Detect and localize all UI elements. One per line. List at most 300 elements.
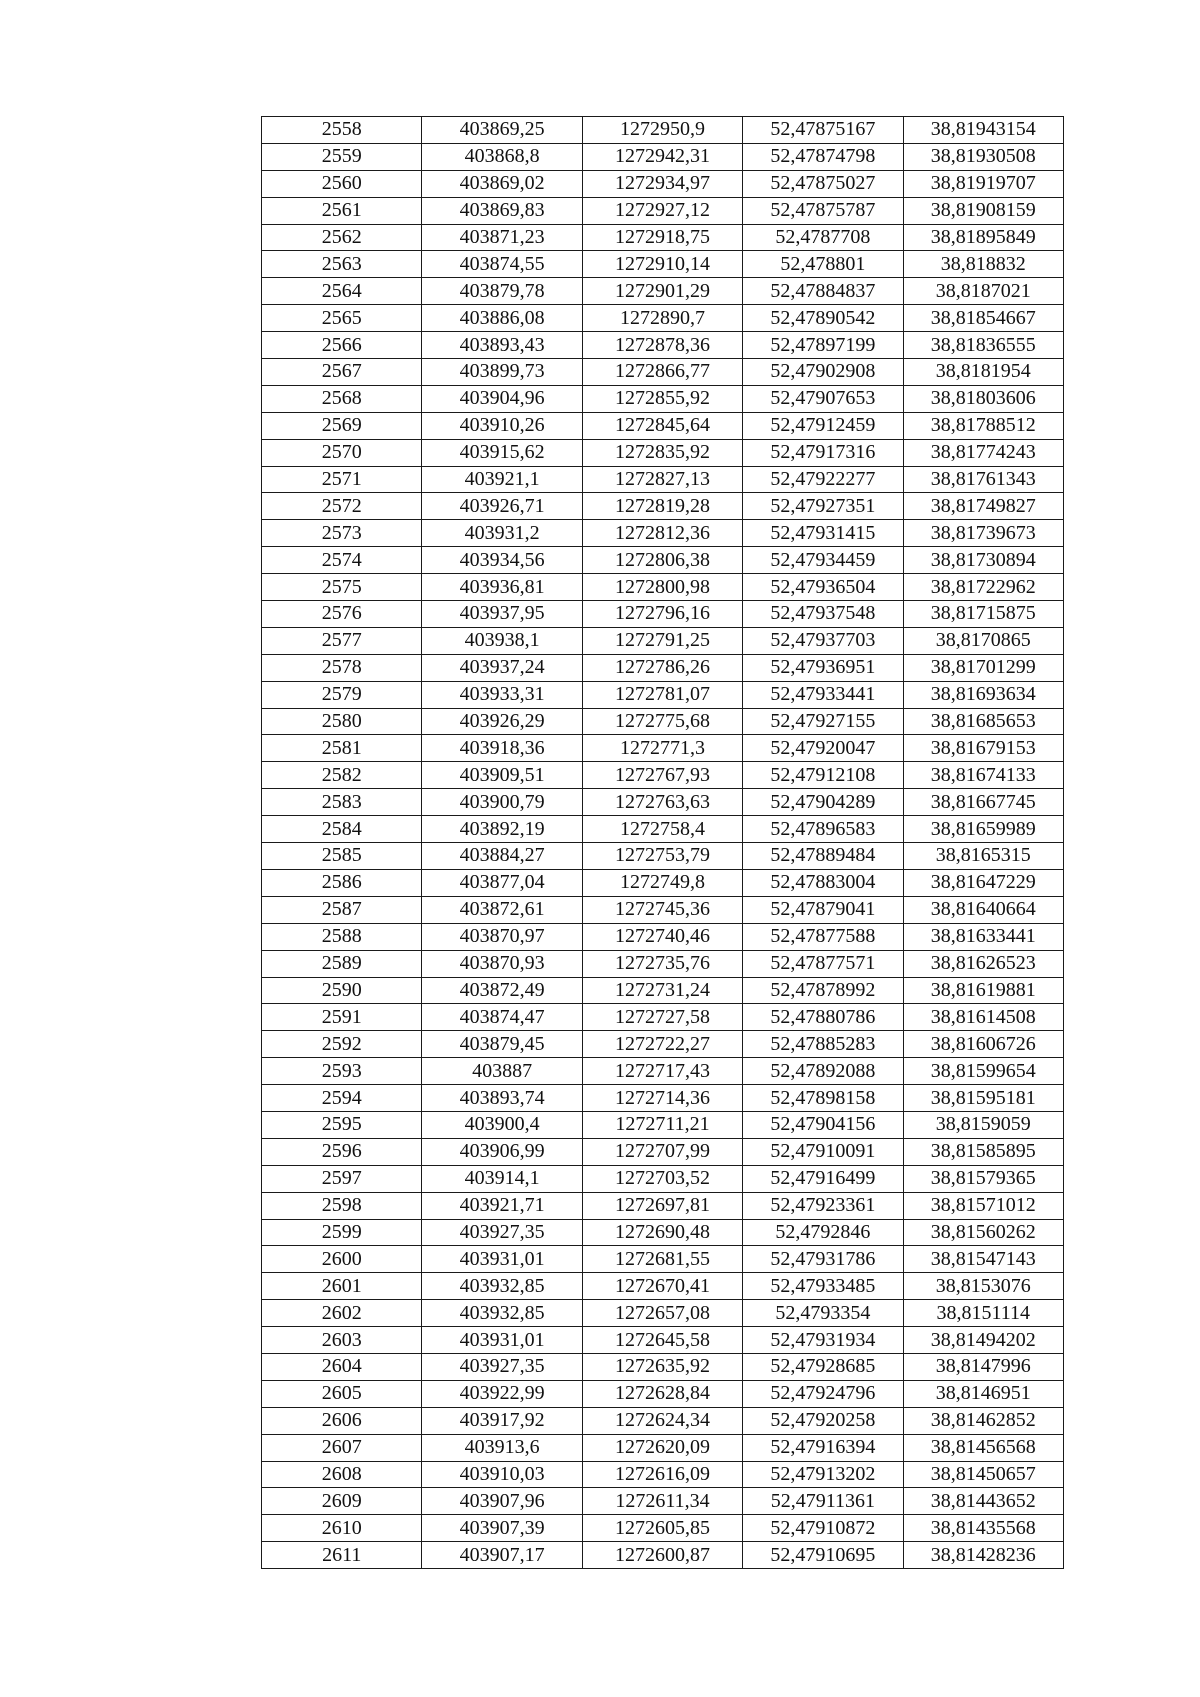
- point-number-cell: 2574: [262, 547, 422, 574]
- y-coordinate-cell: 1272628,84: [582, 1380, 742, 1407]
- table-row: [262, 627, 1064, 654]
- longitude-cell: 38,81606726: [903, 1031, 1063, 1058]
- y-coordinate-cell: 1272927,12: [582, 197, 742, 224]
- longitude-cell: 38,81633441: [903, 923, 1063, 950]
- longitude-cell: 38,81715875: [903, 601, 1063, 628]
- table-row: [262, 520, 1064, 547]
- coordinates-table-body: [262, 117, 1064, 1569]
- point-number-cell: 2599: [262, 1219, 422, 1246]
- point-number-cell: 2569: [262, 412, 422, 439]
- x-coordinate-cell: 403868,8: [422, 143, 582, 170]
- point-number-cell: 2598: [262, 1192, 422, 1219]
- table-row: [262, 869, 1064, 896]
- x-coordinate-cell: 403927,35: [422, 1353, 582, 1380]
- y-coordinate-cell: 1272866,77: [582, 359, 742, 386]
- latitude-cell: 52,47912459: [743, 412, 903, 439]
- latitude-cell: 52,47936951: [743, 654, 903, 681]
- x-coordinate-cell: 403874,47: [422, 1004, 582, 1031]
- table-row: [262, 1085, 1064, 1112]
- y-coordinate-cell: 1272753,79: [582, 843, 742, 870]
- longitude-cell: 38,81943154: [903, 117, 1063, 144]
- latitude-cell: 52,47880786: [743, 1004, 903, 1031]
- point-number-cell: 2573: [262, 520, 422, 547]
- y-coordinate-cell: 1272703,52: [582, 1165, 742, 1192]
- table-row: [262, 1407, 1064, 1434]
- latitude-cell: 52,4787708: [743, 224, 903, 251]
- point-number-cell: 2564: [262, 278, 422, 305]
- point-number-cell: 2575: [262, 574, 422, 601]
- x-coordinate-cell: 403887: [422, 1058, 582, 1085]
- x-coordinate-cell: 403921,1: [422, 466, 582, 493]
- latitude-cell: 52,47933485: [743, 1273, 903, 1300]
- x-coordinate-cell: 403931,01: [422, 1246, 582, 1273]
- table-row: [262, 923, 1064, 950]
- y-coordinate-cell: 1272740,46: [582, 923, 742, 950]
- table-row: [262, 439, 1064, 466]
- longitude-cell: 38,81435568: [903, 1515, 1063, 1542]
- point-number-cell: 2563: [262, 251, 422, 278]
- x-coordinate-cell: 403907,96: [422, 1488, 582, 1515]
- latitude-cell: 52,47875787: [743, 197, 903, 224]
- x-coordinate-cell: 403879,78: [422, 278, 582, 305]
- longitude-cell: 38,81547143: [903, 1246, 1063, 1273]
- x-coordinate-cell: 403934,56: [422, 547, 582, 574]
- longitude-cell: 38,81585895: [903, 1138, 1063, 1165]
- table-row: [262, 735, 1064, 762]
- latitude-cell: 52,47896583: [743, 816, 903, 843]
- point-number-cell: 2611: [262, 1542, 422, 1569]
- latitude-cell: 52,47877588: [743, 923, 903, 950]
- latitude-cell: 52,47917316: [743, 439, 903, 466]
- longitude-cell: 38,81667745: [903, 789, 1063, 816]
- longitude-cell: 38,818832: [903, 251, 1063, 278]
- y-coordinate-cell: 1272611,34: [582, 1488, 742, 1515]
- y-coordinate-cell: 1272731,24: [582, 977, 742, 1004]
- x-coordinate-cell: 403893,74: [422, 1085, 582, 1112]
- table-row: [262, 1058, 1064, 1085]
- point-number-cell: 2562: [262, 224, 422, 251]
- table-row: [262, 708, 1064, 735]
- latitude-cell: 52,47878992: [743, 977, 903, 1004]
- y-coordinate-cell: 1272600,87: [582, 1542, 742, 1569]
- table-row: [262, 1192, 1064, 1219]
- x-coordinate-cell: 403870,93: [422, 950, 582, 977]
- x-coordinate-cell: 403937,24: [422, 654, 582, 681]
- longitude-cell: 38,81599654: [903, 1058, 1063, 1085]
- longitude-cell: 38,81595181: [903, 1085, 1063, 1112]
- point-number-cell: 2590: [262, 977, 422, 1004]
- x-coordinate-cell: 403900,4: [422, 1111, 582, 1138]
- point-number-cell: 2566: [262, 332, 422, 359]
- point-number-cell: 2602: [262, 1300, 422, 1327]
- point-number-cell: 2607: [262, 1434, 422, 1461]
- point-number-cell: 2588: [262, 923, 422, 950]
- point-number-cell: 2561: [262, 197, 422, 224]
- x-coordinate-cell: 403877,04: [422, 869, 582, 896]
- longitude-cell: 38,81693634: [903, 681, 1063, 708]
- latitude-cell: 52,47927351: [743, 493, 903, 520]
- point-number-cell: 2609: [262, 1488, 422, 1515]
- longitude-cell: 38,81679153: [903, 735, 1063, 762]
- x-coordinate-cell: 403932,85: [422, 1273, 582, 1300]
- x-coordinate-cell: 403933,31: [422, 681, 582, 708]
- y-coordinate-cell: 1272855,92: [582, 385, 742, 412]
- longitude-cell: 38,81749827: [903, 493, 1063, 520]
- table-row: [262, 654, 1064, 681]
- longitude-cell: 38,81895849: [903, 224, 1063, 251]
- point-number-cell: 2589: [262, 950, 422, 977]
- x-coordinate-cell: 403892,19: [422, 816, 582, 843]
- table-row: [262, 1273, 1064, 1300]
- y-coordinate-cell: 1272835,92: [582, 439, 742, 466]
- latitude-cell: 52,47885283: [743, 1031, 903, 1058]
- y-coordinate-cell: 1272775,68: [582, 708, 742, 735]
- table-row: [262, 950, 1064, 977]
- table-row: [262, 1515, 1064, 1542]
- point-number-cell: 2603: [262, 1327, 422, 1354]
- x-coordinate-cell: 403874,55: [422, 251, 582, 278]
- longitude-cell: 38,8170865: [903, 627, 1063, 654]
- point-number-cell: 2571: [262, 466, 422, 493]
- longitude-cell: 38,81659989: [903, 816, 1063, 843]
- point-number-cell: 2587: [262, 896, 422, 923]
- y-coordinate-cell: 1272616,09: [582, 1461, 742, 1488]
- latitude-cell: 52,4792846: [743, 1219, 903, 1246]
- latitude-cell: 52,47928685: [743, 1353, 903, 1380]
- x-coordinate-cell: 403936,81: [422, 574, 582, 601]
- y-coordinate-cell: 1272722,27: [582, 1031, 742, 1058]
- longitude-cell: 38,81774243: [903, 439, 1063, 466]
- table-row: [262, 977, 1064, 1004]
- table-row: [262, 1138, 1064, 1165]
- point-number-cell: 2597: [262, 1165, 422, 1192]
- latitude-cell: 52,47923361: [743, 1192, 903, 1219]
- point-number-cell: 2610: [262, 1515, 422, 1542]
- point-number-cell: 2579: [262, 681, 422, 708]
- latitude-cell: 52,47892088: [743, 1058, 903, 1085]
- latitude-cell: 52,4793354: [743, 1300, 903, 1327]
- y-coordinate-cell: 1272727,58: [582, 1004, 742, 1031]
- longitude-cell: 38,81443652: [903, 1488, 1063, 1515]
- latitude-cell: 52,47924796: [743, 1380, 903, 1407]
- table-row: [262, 574, 1064, 601]
- latitude-cell: 52,47910872: [743, 1515, 903, 1542]
- table-row: [262, 1434, 1064, 1461]
- y-coordinate-cell: 1272934,97: [582, 170, 742, 197]
- y-coordinate-cell: 1272690,48: [582, 1219, 742, 1246]
- y-coordinate-cell: 1272950,9: [582, 117, 742, 144]
- table-row: [262, 224, 1064, 251]
- longitude-cell: 38,81803606: [903, 385, 1063, 412]
- point-number-cell: 2601: [262, 1273, 422, 1300]
- y-coordinate-cell: 1272910,14: [582, 251, 742, 278]
- latitude-cell: 52,47911361: [743, 1488, 903, 1515]
- latitude-cell: 52,47934459: [743, 547, 903, 574]
- point-number-cell: 2583: [262, 789, 422, 816]
- x-coordinate-cell: 403922,99: [422, 1380, 582, 1407]
- y-coordinate-cell: 1272812,36: [582, 520, 742, 547]
- longitude-cell: 38,81739673: [903, 520, 1063, 547]
- table-row: [262, 1031, 1064, 1058]
- longitude-cell: 38,81462852: [903, 1407, 1063, 1434]
- table-row: [262, 493, 1064, 520]
- y-coordinate-cell: 1272717,43: [582, 1058, 742, 1085]
- longitude-cell: 38,81428236: [903, 1542, 1063, 1569]
- longitude-cell: 38,81930508: [903, 143, 1063, 170]
- table-row: [262, 1219, 1064, 1246]
- latitude-cell: 52,47937548: [743, 601, 903, 628]
- longitude-cell: 38,81685653: [903, 708, 1063, 735]
- x-coordinate-cell: 403913,6: [422, 1434, 582, 1461]
- table-row: [262, 1380, 1064, 1407]
- longitude-cell: 38,81571012: [903, 1192, 1063, 1219]
- longitude-cell: 38,81560262: [903, 1219, 1063, 1246]
- table-row: [262, 197, 1064, 224]
- y-coordinate-cell: 1272767,93: [582, 762, 742, 789]
- y-coordinate-cell: 1272942,31: [582, 143, 742, 170]
- y-coordinate-cell: 1272890,7: [582, 305, 742, 332]
- longitude-cell: 38,81701299: [903, 654, 1063, 681]
- y-coordinate-cell: 1272791,25: [582, 627, 742, 654]
- latitude-cell: 52,47937703: [743, 627, 903, 654]
- x-coordinate-cell: 403884,27: [422, 843, 582, 870]
- latitude-cell: 52,47883004: [743, 869, 903, 896]
- latitude-cell: 52,478801: [743, 251, 903, 278]
- latitude-cell: 52,47910695: [743, 1542, 903, 1569]
- longitude-cell: 38,81908159: [903, 197, 1063, 224]
- longitude-cell: 38,81730894: [903, 547, 1063, 574]
- y-coordinate-cell: 1272697,81: [582, 1192, 742, 1219]
- point-number-cell: 2559: [262, 143, 422, 170]
- coordinates-table: [261, 116, 1064, 1569]
- table-row: [262, 1488, 1064, 1515]
- x-coordinate-cell: 403910,03: [422, 1461, 582, 1488]
- longitude-cell: 38,81854667: [903, 305, 1063, 332]
- latitude-cell: 52,47920258: [743, 1407, 903, 1434]
- table-row: [262, 170, 1064, 197]
- longitude-cell: 38,8187021: [903, 278, 1063, 305]
- point-number-cell: 2577: [262, 627, 422, 654]
- point-number-cell: 2605: [262, 1380, 422, 1407]
- x-coordinate-cell: 403869,02: [422, 170, 582, 197]
- table-row: [262, 789, 1064, 816]
- longitude-cell: 38,81647229: [903, 869, 1063, 896]
- latitude-cell: 52,47931415: [743, 520, 903, 547]
- x-coordinate-cell: 403907,39: [422, 1515, 582, 1542]
- y-coordinate-cell: 1272771,3: [582, 735, 742, 762]
- longitude-cell: 38,8153076: [903, 1273, 1063, 1300]
- point-number-cell: 2586: [262, 869, 422, 896]
- point-number-cell: 2596: [262, 1138, 422, 1165]
- point-number-cell: 2576: [262, 601, 422, 628]
- y-coordinate-cell: 1272645,58: [582, 1327, 742, 1354]
- table-row: [262, 843, 1064, 870]
- x-coordinate-cell: 403904,96: [422, 385, 582, 412]
- x-coordinate-cell: 403872,61: [422, 896, 582, 923]
- table-row: [262, 762, 1064, 789]
- x-coordinate-cell: 403921,71: [422, 1192, 582, 1219]
- x-coordinate-cell: 403869,25: [422, 117, 582, 144]
- point-number-cell: 2604: [262, 1353, 422, 1380]
- y-coordinate-cell: 1272670,41: [582, 1273, 742, 1300]
- x-coordinate-cell: 403932,85: [422, 1300, 582, 1327]
- longitude-cell: 38,81788512: [903, 412, 1063, 439]
- latitude-cell: 52,47875167: [743, 117, 903, 144]
- point-number-cell: 2570: [262, 439, 422, 466]
- latitude-cell: 52,47920047: [743, 735, 903, 762]
- x-coordinate-cell: 403910,26: [422, 412, 582, 439]
- x-coordinate-cell: 403899,73: [422, 359, 582, 386]
- point-number-cell: 2582: [262, 762, 422, 789]
- latitude-cell: 52,47904289: [743, 789, 903, 816]
- y-coordinate-cell: 1272781,07: [582, 681, 742, 708]
- longitude-cell: 38,81836555: [903, 332, 1063, 359]
- point-number-cell: 2591: [262, 1004, 422, 1031]
- table-row: [262, 1327, 1064, 1354]
- x-coordinate-cell: 403909,51: [422, 762, 582, 789]
- y-coordinate-cell: 1272620,09: [582, 1434, 742, 1461]
- point-number-cell: 2558: [262, 117, 422, 144]
- point-number-cell: 2578: [262, 654, 422, 681]
- longitude-cell: 38,81674133: [903, 762, 1063, 789]
- longitude-cell: 38,8146951: [903, 1380, 1063, 1407]
- table-row: [262, 547, 1064, 574]
- table-row: [262, 896, 1064, 923]
- longitude-cell: 38,81722962: [903, 574, 1063, 601]
- x-coordinate-cell: 403872,49: [422, 977, 582, 1004]
- point-number-cell: 2560: [262, 170, 422, 197]
- longitude-cell: 38,81640664: [903, 896, 1063, 923]
- longitude-cell: 38,81450657: [903, 1461, 1063, 1488]
- point-number-cell: 2567: [262, 359, 422, 386]
- y-coordinate-cell: 1272800,98: [582, 574, 742, 601]
- latitude-cell: 52,47931786: [743, 1246, 903, 1273]
- y-coordinate-cell: 1272745,36: [582, 896, 742, 923]
- point-number-cell: 2592: [262, 1031, 422, 1058]
- point-number-cell: 2600: [262, 1246, 422, 1273]
- x-coordinate-cell: 403870,97: [422, 923, 582, 950]
- y-coordinate-cell: 1272707,99: [582, 1138, 742, 1165]
- x-coordinate-cell: 403918,36: [422, 735, 582, 762]
- x-coordinate-cell: 403869,83: [422, 197, 582, 224]
- table-row: [262, 1353, 1064, 1380]
- point-number-cell: 2581: [262, 735, 422, 762]
- table-row: [262, 466, 1064, 493]
- y-coordinate-cell: 1272827,13: [582, 466, 742, 493]
- y-coordinate-cell: 1272758,4: [582, 816, 742, 843]
- y-coordinate-cell: 1272749,8: [582, 869, 742, 896]
- table-row: [262, 1111, 1064, 1138]
- latitude-cell: 52,47922277: [743, 466, 903, 493]
- longitude-cell: 38,8159059: [903, 1111, 1063, 1138]
- point-number-cell: 2572: [262, 493, 422, 520]
- longitude-cell: 38,81626523: [903, 950, 1063, 977]
- longitude-cell: 38,8165315: [903, 843, 1063, 870]
- y-coordinate-cell: 1272735,76: [582, 950, 742, 977]
- latitude-cell: 52,47931934: [743, 1327, 903, 1354]
- x-coordinate-cell: 403938,1: [422, 627, 582, 654]
- y-coordinate-cell: 1272681,55: [582, 1246, 742, 1273]
- point-number-cell: 2594: [262, 1085, 422, 1112]
- x-coordinate-cell: 403926,29: [422, 708, 582, 735]
- table-row: [262, 117, 1064, 144]
- longitude-cell: 38,81761343: [903, 466, 1063, 493]
- x-coordinate-cell: 403886,08: [422, 305, 582, 332]
- table-row: [262, 816, 1064, 843]
- x-coordinate-cell: 403926,71: [422, 493, 582, 520]
- latitude-cell: 52,47933441: [743, 681, 903, 708]
- x-coordinate-cell: 403893,43: [422, 332, 582, 359]
- table-row: [262, 251, 1064, 278]
- y-coordinate-cell: 1272635,92: [582, 1353, 742, 1380]
- y-coordinate-cell: 1272796,16: [582, 601, 742, 628]
- x-coordinate-cell: 403915,62: [422, 439, 582, 466]
- x-coordinate-cell: 403927,35: [422, 1219, 582, 1246]
- point-number-cell: 2565: [262, 305, 422, 332]
- latitude-cell: 52,47913202: [743, 1461, 903, 1488]
- y-coordinate-cell: 1272657,08: [582, 1300, 742, 1327]
- x-coordinate-cell: 403917,92: [422, 1407, 582, 1434]
- latitude-cell: 52,47879041: [743, 896, 903, 923]
- latitude-cell: 52,47897199: [743, 332, 903, 359]
- table-row: [262, 601, 1064, 628]
- table-row: [262, 278, 1064, 305]
- latitude-cell: 52,47912108: [743, 762, 903, 789]
- latitude-cell: 52,47910091: [743, 1138, 903, 1165]
- point-number-cell: 2593: [262, 1058, 422, 1085]
- x-coordinate-cell: 403937,95: [422, 601, 582, 628]
- y-coordinate-cell: 1272819,28: [582, 493, 742, 520]
- point-number-cell: 2606: [262, 1407, 422, 1434]
- latitude-cell: 52,47898158: [743, 1085, 903, 1112]
- x-coordinate-cell: 403907,17: [422, 1542, 582, 1569]
- table-row: [262, 305, 1064, 332]
- x-coordinate-cell: 403931,2: [422, 520, 582, 547]
- point-number-cell: 2580: [262, 708, 422, 735]
- table-row: [262, 1542, 1064, 1569]
- longitude-cell: 38,81919707: [903, 170, 1063, 197]
- latitude-cell: 52,47890542: [743, 305, 903, 332]
- latitude-cell: 52,47889484: [743, 843, 903, 870]
- y-coordinate-cell: 1272605,85: [582, 1515, 742, 1542]
- latitude-cell: 52,47884837: [743, 278, 903, 305]
- x-coordinate-cell: 403914,1: [422, 1165, 582, 1192]
- longitude-cell: 38,81494202: [903, 1327, 1063, 1354]
- table-row: [262, 412, 1064, 439]
- table-row: [262, 359, 1064, 386]
- y-coordinate-cell: 1272763,63: [582, 789, 742, 816]
- table-row: [262, 1461, 1064, 1488]
- latitude-cell: 52,47902908: [743, 359, 903, 386]
- longitude-cell: 38,8147996: [903, 1353, 1063, 1380]
- y-coordinate-cell: 1272624,34: [582, 1407, 742, 1434]
- point-number-cell: 2585: [262, 843, 422, 870]
- table-row: [262, 681, 1064, 708]
- latitude-cell: 52,47936504: [743, 574, 903, 601]
- x-coordinate-cell: 403906,99: [422, 1138, 582, 1165]
- y-coordinate-cell: 1272806,38: [582, 547, 742, 574]
- y-coordinate-cell: 1272901,29: [582, 278, 742, 305]
- x-coordinate-cell: 403900,79: [422, 789, 582, 816]
- table-row: [262, 143, 1064, 170]
- longitude-cell: 38,81619881: [903, 977, 1063, 1004]
- latitude-cell: 52,47875027: [743, 170, 903, 197]
- table-row: [262, 332, 1064, 359]
- point-number-cell: 2568: [262, 385, 422, 412]
- y-coordinate-cell: 1272711,21: [582, 1111, 742, 1138]
- point-number-cell: 2584: [262, 816, 422, 843]
- latitude-cell: 52,47904156: [743, 1111, 903, 1138]
